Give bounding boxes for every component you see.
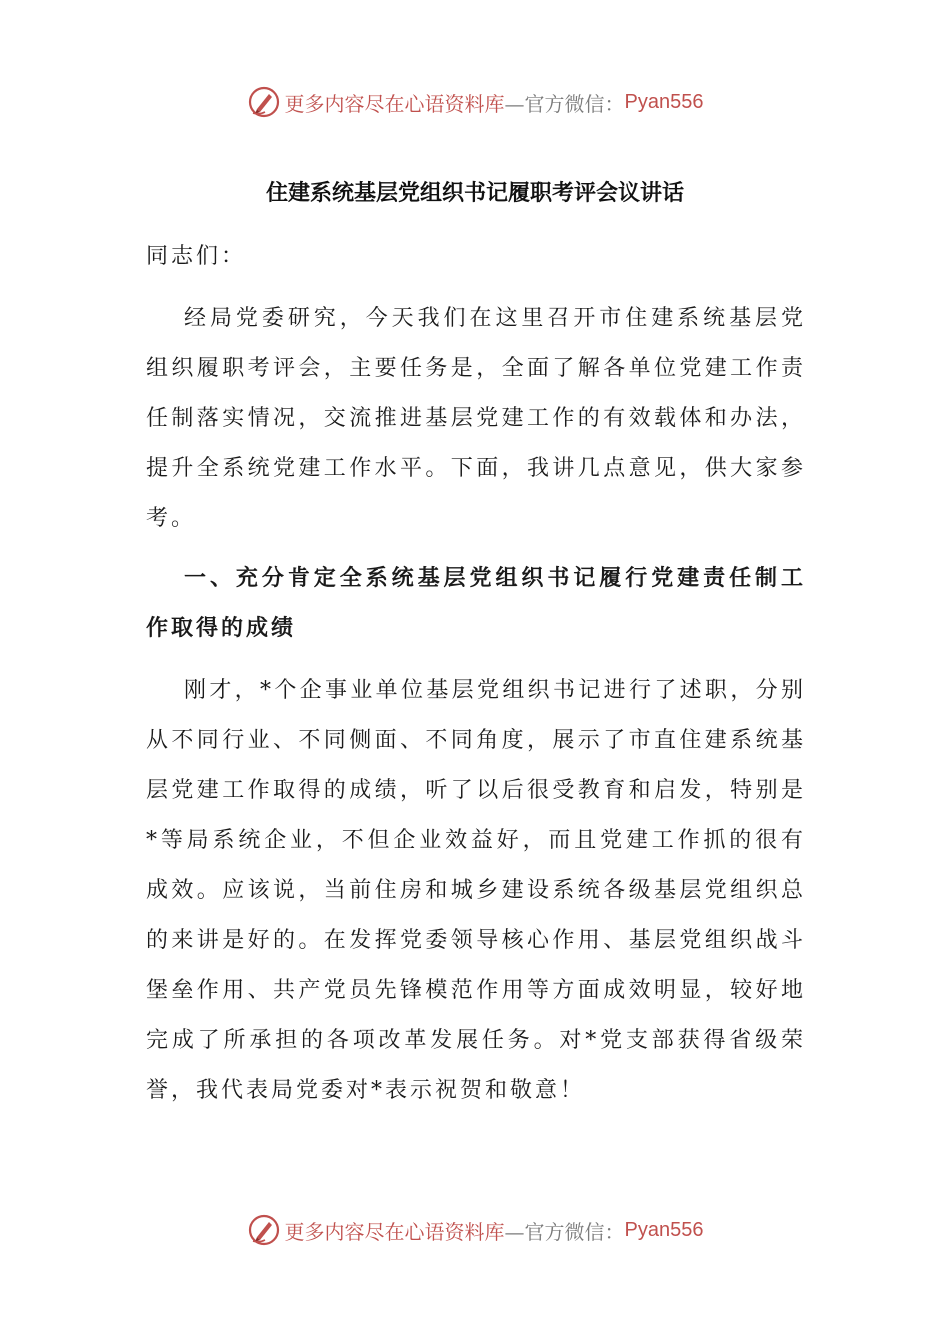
banner-brand-text: 更多内容尽在心语资料库 <box>284 91 505 116</box>
paragraph-section-1: 刚才，*个企事业单位基层党组织书记进行了述职，分别从不同行业、不同侧面、不同角度，展示了市直住建系统基层党建工作取得的成绩，听了以后很受教育和启发，特别是*等局系统企业，不但企业效益好，而且党建工作抓的很有成效。应该说，当前住房和城乡建设系统各级基层党组织总的来讲是好的。在发挥党委领导核心作用、基层党组织战斗堡垒作用、共产党员先锋模范作用等方面成效明显，较好地完成了所承担的各项改革发展任务。对*党支部获得省级荣誉，我代表局党委对*表示祝贺和敬意！ <box>146 678 806 1103</box>
header-banner <box>0 82 950 122</box>
document-title: 住建系统基层党组织书记履职考评会议讲话 <box>265 181 684 206</box>
banner-wechat-label: —官方微信： <box>504 1219 625 1244</box>
banner-wechat-label: —官方微信： <box>504 91 625 116</box>
salutation: 同志们： <box>146 244 247 269</box>
pen-logo-icon <box>247 1213 281 1247</box>
banner-brand-text: 更多内容尽在心语资料库 <box>284 1219 505 1244</box>
banner-wechat-id: Pyan556 <box>624 90 704 113</box>
paragraph-intro: 经局党委研究，今天我们在这里召开市住建系统基层党组织履职考评会，主要任务是，全面了解各单位党建工作责任制落实情况，交流推进基层党建工作的有效载体和办法，提升全系统党建工作水平。下面，我讲几点意见，供大家参考。 <box>146 306 806 531</box>
footer-banner <box>0 1210 950 1250</box>
section-heading-1: 一、充分肯定全系统基层党组织书记履行党建责任制工作取得的成绩 <box>146 566 806 641</box>
banner-wechat-id: Pyan556 <box>624 1218 704 1241</box>
pen-logo-icon <box>247 85 281 119</box>
